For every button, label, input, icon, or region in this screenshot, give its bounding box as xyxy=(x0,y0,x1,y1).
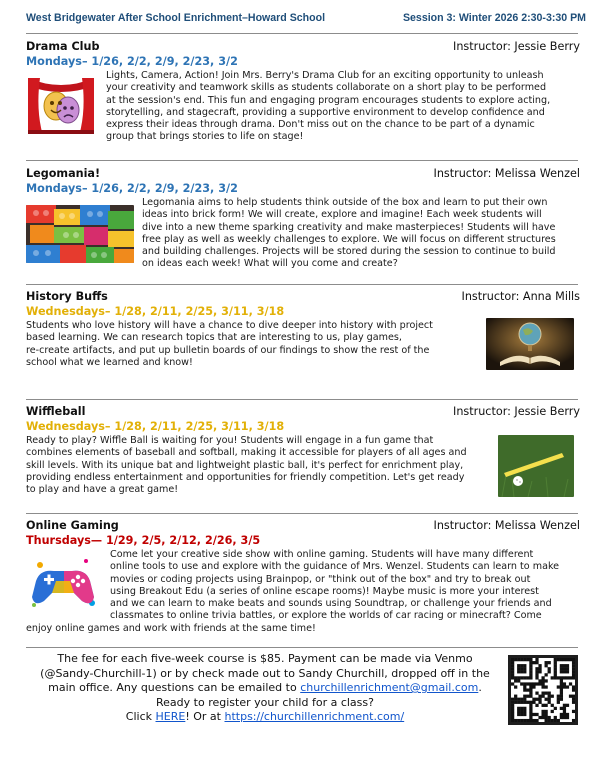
fee-text: The fee for each five-week course is $85. Payment can be made via Venmo xyxy=(57,652,473,665)
course-drama-club xyxy=(26,40,580,152)
register-prompt: Ready to register your child for a class? xyxy=(156,695,374,709)
school-title: West Bridgewater After School Enrichment–Howard School xyxy=(26,12,326,24)
course-title: Legomania! xyxy=(26,167,101,180)
course-legomania xyxy=(26,167,580,277)
course-description: Come let your creative side show with online gaming. Students will have many different online tools to use and explore with the guidance of Mrs. Wenzel. Students can learn to make movies or coding projects using Brainpop, or "think out of the box" and try to break out using Breakout Edu (a series of online escape rooms)! Maybe music is more your interest and we can learn to make beats and sounds using Soundtrap, or challenge your friends and classmates to online trivia battles, or explore the worlds of car racing or minecraft? Come enjoy online games and work with friends at the same time! xyxy=(26,549,560,634)
divider xyxy=(26,160,578,161)
divider xyxy=(26,647,578,648)
website-link[interactable]: https://churchillenrichment.com/ xyxy=(224,710,405,724)
course-dates: Wednesdays– 1/28, 2/11, 2/25, 3/11, 3/18 xyxy=(26,420,285,433)
course-dates: Wednesdays– 1/28, 2/11, 2/25, 3/11, 3/18 xyxy=(26,305,285,318)
registration-info xyxy=(26,652,504,725)
divider xyxy=(26,399,578,400)
theater-masks-icon xyxy=(26,74,96,138)
globe-book-icon xyxy=(486,318,574,370)
payment-text: (@Sandy-Churchill-1) or by check made out to Sandy Churchill, dropped off in the xyxy=(40,666,490,680)
contact-text: main office. Any questions can be emailed to churchillenrichment@gmail.com. xyxy=(48,681,482,695)
course-instructor: Instructor: Anna Mills xyxy=(461,290,580,303)
course-title: History Buffs xyxy=(26,290,108,303)
course-instructor: Instructor: Jessie Berry xyxy=(453,405,580,418)
course-title: Online Gaming xyxy=(26,519,119,532)
course-dates: Mondays– 1/26, 2/2, 2/9, 2/23, 3/2 xyxy=(26,182,238,195)
wiffle-bat-ball-icon xyxy=(498,435,574,497)
course-title: Wiffleball xyxy=(26,405,86,418)
course-online-gaming xyxy=(26,519,580,643)
register-here-link[interactable]: HERE xyxy=(155,710,186,724)
course-title: Drama Club xyxy=(26,40,100,53)
course-description: Lights, Camera, Action! Join Mrs. Berry's Drama Club for an exciting opportunity to unleash your creativity and teamwork skills as students collaborate on a short play to be performed at the session's end. This fun and engaging program encourages students to explore acting, storytelling, and stagecraft, providing a supportive environment to develop confidence and express their ideas through drama. Don't miss out on the chance to be part of a dynamic group that brings stories to life on stage! xyxy=(106,70,551,143)
divider xyxy=(26,513,578,514)
course-dates: Mondays– 1/26, 2/2, 2/9, 2/23, 3/2 xyxy=(26,55,238,68)
course-instructor: Instructor: Melissa Wenzel xyxy=(433,167,580,180)
lego-bricks-icon xyxy=(26,205,134,263)
divider xyxy=(26,284,578,285)
divider xyxy=(26,33,578,34)
course-history-buffs xyxy=(26,290,580,380)
flyer-header xyxy=(26,10,586,28)
course-description: Students who love history will have a chance to dive deeper into history with project based learning. We can research topics that are interesting to us, play games, re-create artifacts, and put up bulletin boards of our findings to show the rest of the school what we learned and know! xyxy=(26,320,433,368)
register-links: Click HERE! Or at https://churchillenrichment.com/ xyxy=(125,710,405,724)
session-info: Session 3: Winter 2026 2:30-3:30 PM xyxy=(402,12,586,24)
course-dates: Thursdays— 1/29, 2/5, 2/12, 2/26, 3/5 xyxy=(26,534,261,547)
course-wiffleball xyxy=(26,405,580,505)
course-description: Legomania aims to help students think outside of the box and learn to put their own ideas into brick form! We will create, explore and imagine! Each week students will dive into a new theme sparking creativity and make masterpieces! Students will have free play as well as weekly challenges to explore. We will focus on different structures and building challenges. Projects will be stored during the session to continue to build on ideas each week! What will you come and create? xyxy=(142,197,556,270)
course-description: Ready to play? Wiffle Ball is waiting for you! Students will engage in a fun game that combines elements of baseball and softball, making it accessible for players of all ages and skill levels. With its unique bat and lightweight plastic ball, it's perfect for enrichment play, providing endless entertainment and opportunities for friendly competition. Let's get ready to play and have a great game! xyxy=(26,435,467,496)
email-link[interactable]: churchillenrichment@gmail.com xyxy=(300,681,479,695)
course-instructor: Instructor: Jessie Berry xyxy=(453,40,580,53)
qr-code-icon[interactable] xyxy=(508,655,578,725)
course-instructor: Instructor: Melissa Wenzel xyxy=(433,519,580,532)
